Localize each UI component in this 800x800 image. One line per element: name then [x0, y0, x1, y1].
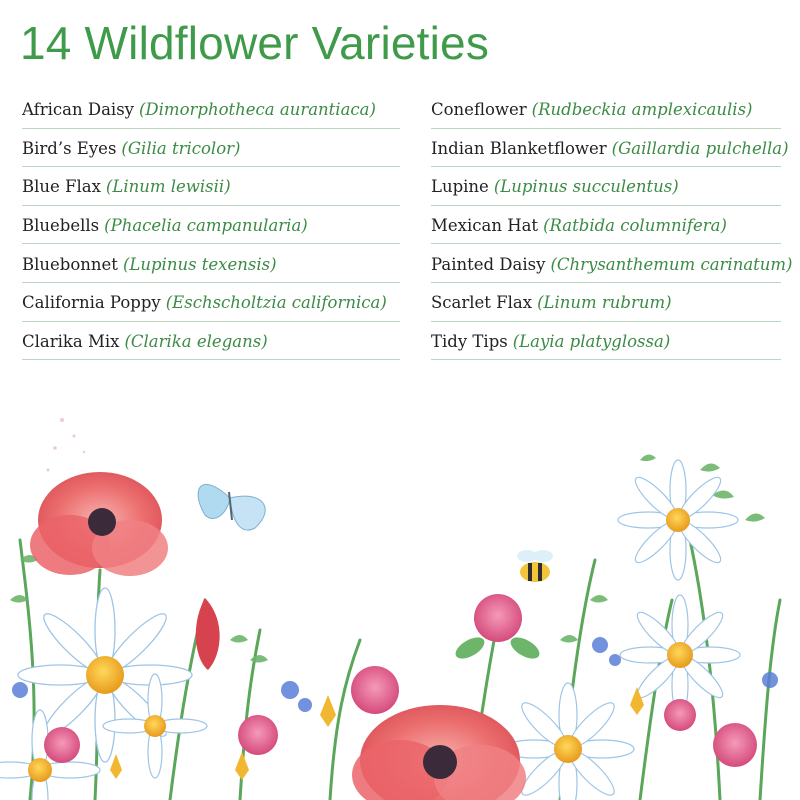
clover-flower-mid — [351, 666, 399, 714]
scientific-name: (Lupinus succulentus) — [493, 177, 679, 197]
scientific-name: (Dimorphotheca aurantiaca) — [138, 100, 376, 120]
scientific-name: (Lupinus texensis) — [122, 254, 277, 274]
common-name: California Poppy — [22, 293, 161, 313]
scientific-name: (Chrysanthemum carinatum) — [550, 254, 793, 274]
left-variety-list — [22, 90, 400, 360]
poppy-bud — [196, 598, 220, 670]
scientific-name: (Rudbeckia amplexicaulis) — [531, 100, 753, 120]
list-item — [431, 129, 789, 168]
common-name: Tidy Tips — [431, 331, 508, 351]
list-item — [22, 129, 400, 168]
list-item — [431, 167, 781, 206]
list-item — [431, 90, 781, 129]
page-title: 14 Wildflower Varieties — [20, 17, 490, 69]
common-name: Painted Daisy — [431, 254, 546, 274]
scientific-name: (Gaillardia pulchella) — [611, 138, 789, 158]
clover-flower-left — [238, 715, 278, 755]
scientific-name: (Phacelia campanularia) — [104, 216, 308, 236]
list-item — [431, 322, 781, 361]
scientific-name: (Layia platyglossa) — [512, 331, 671, 351]
list-item — [431, 206, 781, 245]
daisy-flower-right-top — [618, 460, 738, 580]
common-name: Bluebonnet — [22, 254, 118, 274]
butterfly — [198, 484, 265, 530]
list-item — [22, 206, 400, 245]
scientific-name: (Eschscholtzia californica) — [165, 293, 387, 313]
list-item — [22, 167, 400, 206]
poppy-flower-bottom — [352, 705, 526, 800]
clover-flower-far-left — [44, 727, 80, 763]
list-item — [22, 322, 400, 361]
list-item — [22, 283, 400, 322]
scientific-name: (Clarika elegans) — [124, 331, 268, 351]
common-name: Lupine — [431, 177, 489, 197]
right-variety-list — [431, 90, 793, 360]
common-name: Coneflower — [431, 100, 527, 120]
common-name: Clarika Mix — [22, 331, 120, 351]
list-item — [431, 244, 793, 283]
common-name: Bird’s Eyes — [22, 138, 117, 158]
list-item — [22, 244, 400, 283]
common-name: Mexican Hat — [431, 216, 539, 236]
list-item — [22, 90, 400, 129]
clover-flower-small — [664, 699, 696, 731]
common-name: African Daisy — [22, 100, 134, 120]
common-name: Indian Blanketflower — [431, 138, 607, 158]
paint-splatter — [47, 418, 86, 472]
scientific-name: (Linum rubrum) — [537, 293, 672, 313]
scientific-name: (Gilia tricolor) — [121, 138, 241, 158]
bee — [517, 550, 553, 582]
clover-flower-right — [713, 723, 757, 767]
list-item — [431, 283, 781, 322]
wildflower-illustration — [0, 380, 800, 800]
common-name: Blue Flax — [22, 177, 101, 197]
scientific-name: (Ratbida columnifera) — [543, 216, 727, 236]
poppy-flower-left — [30, 472, 168, 576]
common-name: Bluebells — [22, 216, 100, 236]
scientific-name: (Linum lewisii) — [105, 177, 231, 197]
common-name: Scarlet Flax — [431, 293, 533, 313]
clover-flower-center — [452, 594, 543, 663]
